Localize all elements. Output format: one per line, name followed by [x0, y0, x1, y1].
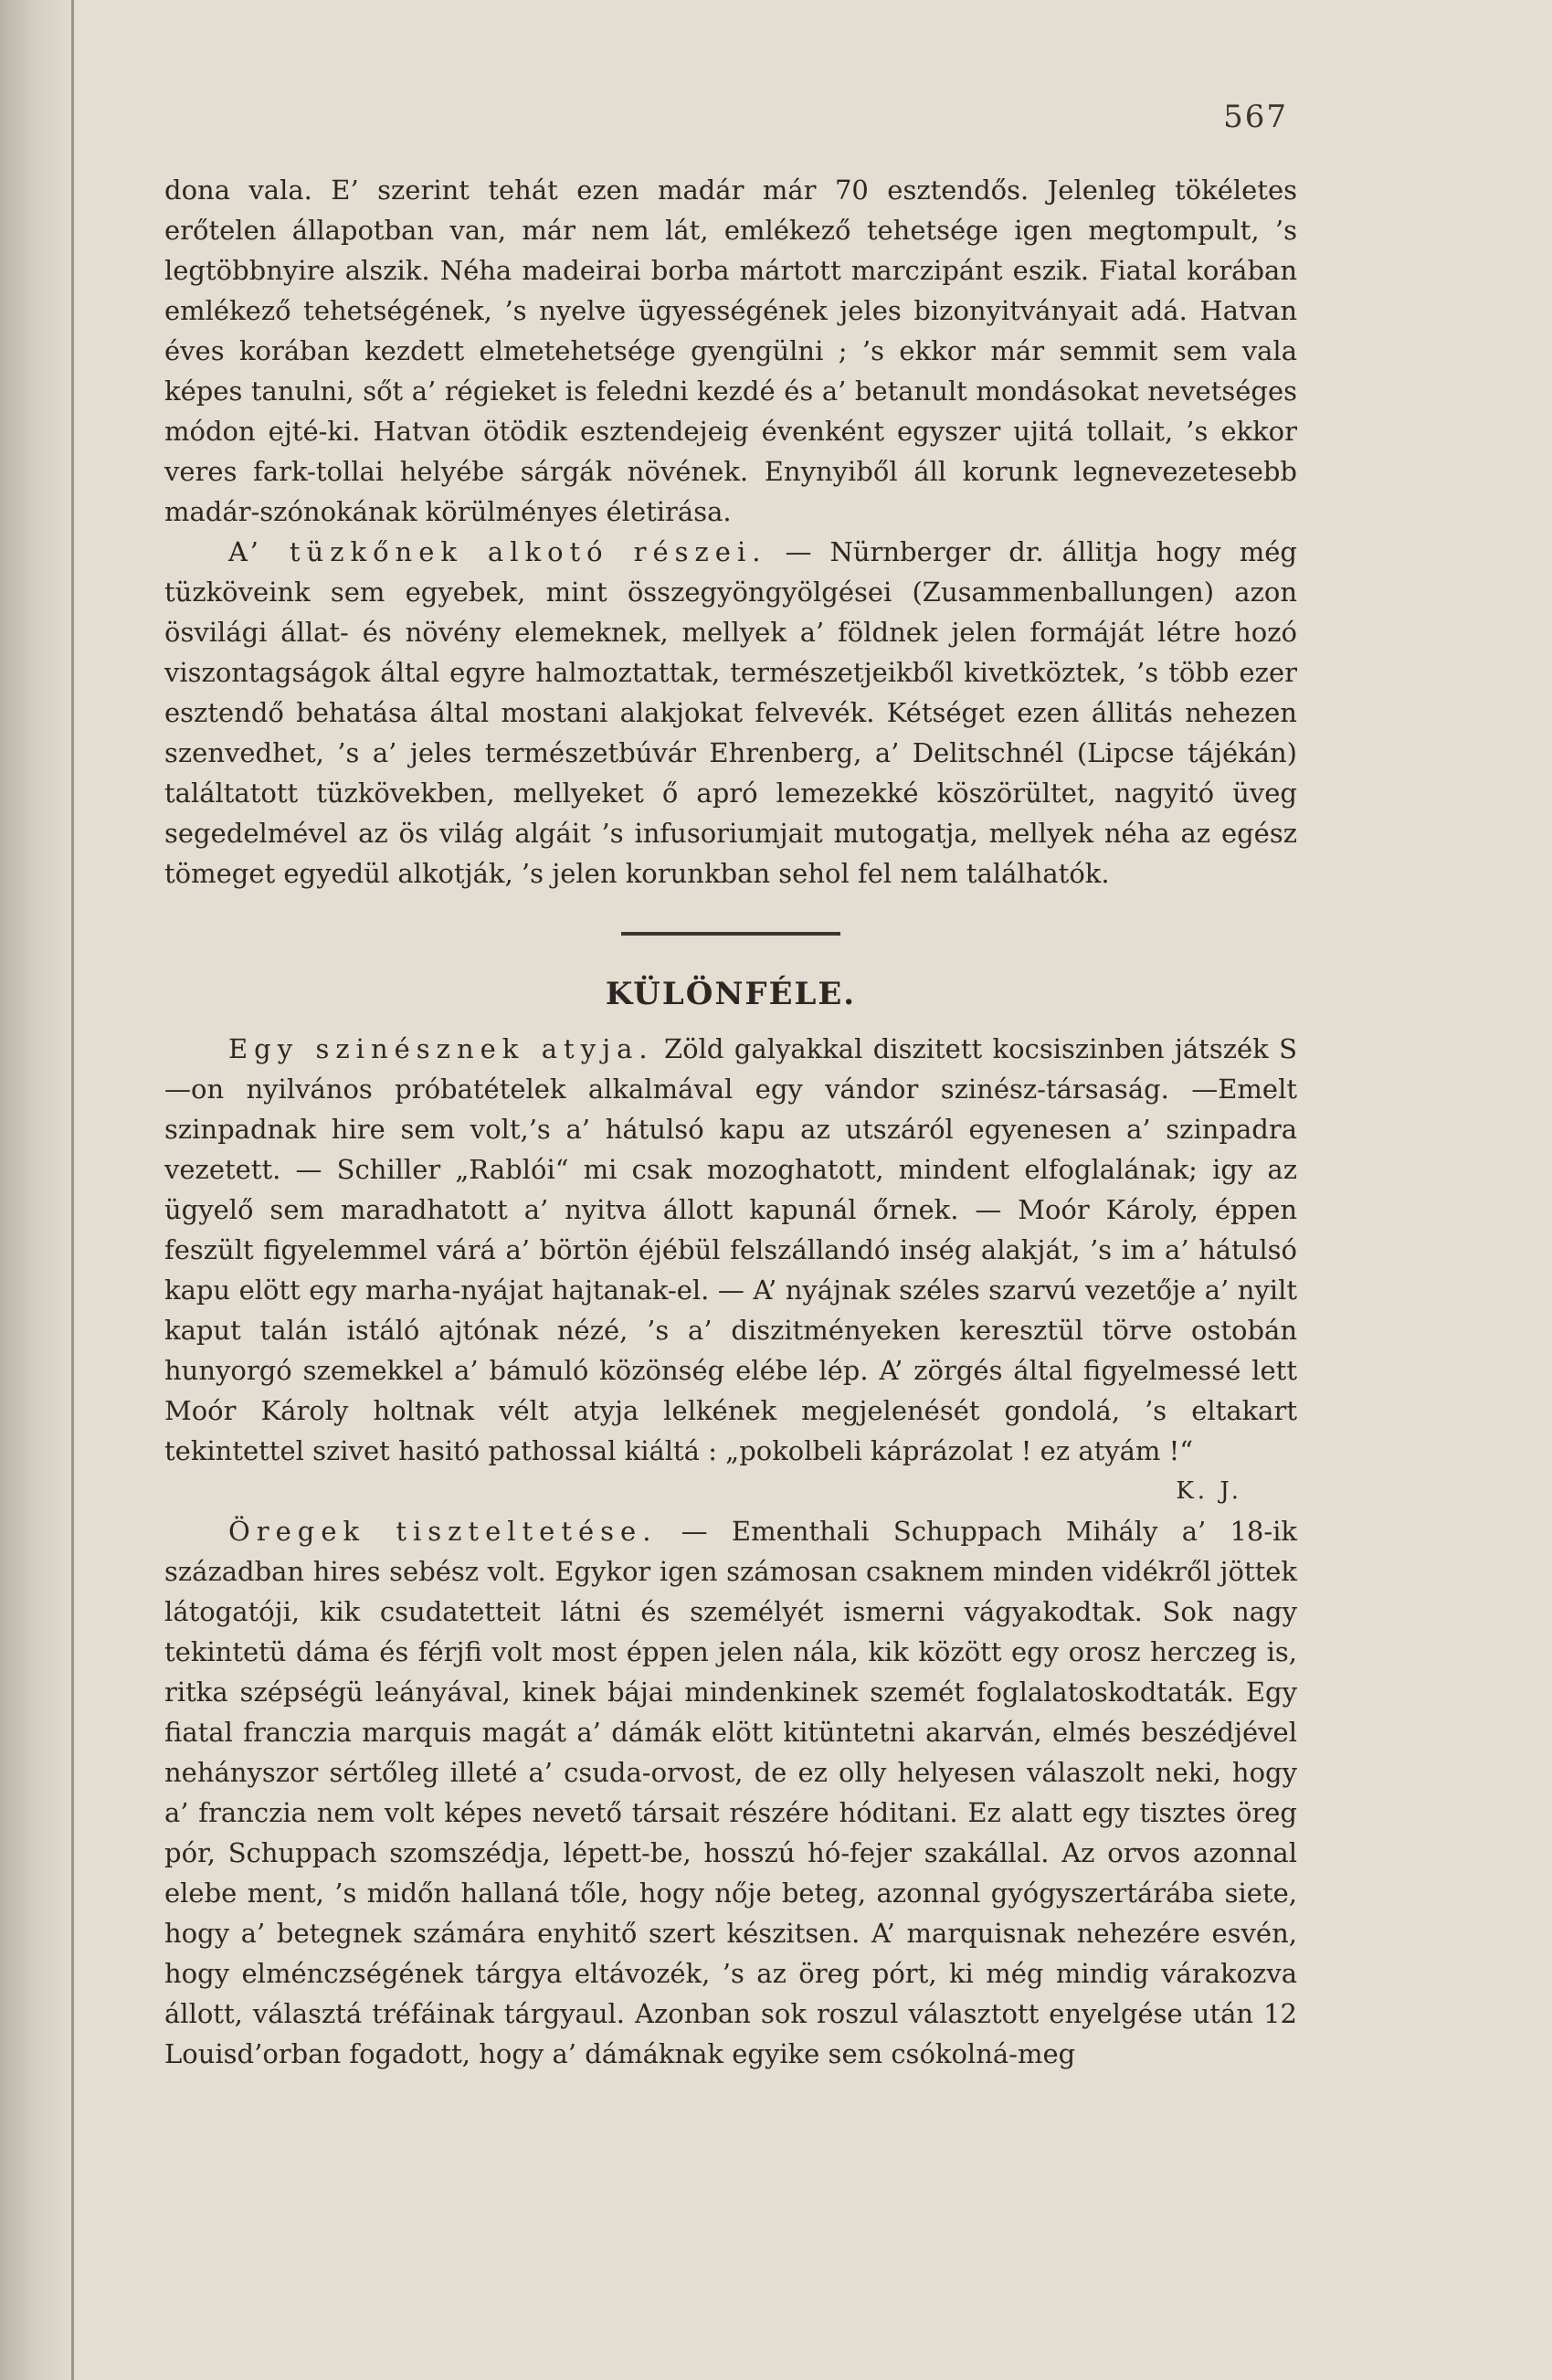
author-signature: K. J. — [1176, 1477, 1242, 1505]
book-gutter-shadow — [0, 0, 82, 2380]
paragraph-flint — [164, 532, 1297, 894]
page-text — [164, 170, 1297, 2074]
elders-heading: Öregek tiszteltetése. — [228, 1516, 658, 1547]
page-number: 567 — [1223, 99, 1288, 135]
flint-heading: A’ tüzkőnek alkotó részei. — [228, 536, 767, 567]
elders-text: — Ementhali Schuppach Mihály a’ 18-ik században hires sebész volt. Egykor igen számosan csaknem minden vidékről jöttek látogatóji, kik csudatetteit látni és személyét ismerni vágyakodtak. Sok nagy tekintetü dáma és férjfi volt most éppen jelen nála, kik között egy orosz herczeg is, ritka szépségü leányával, kinek bájai mindenkinek szemét foglalatoskodtaták. Egy fiatal franczia marquis magát a’ dámák elött kitüntetni akarván, elmés beszédjével nehányszor sértőleg illeté a’ csuda-orvost, de ez olly helyesen válaszolt neki, hogy a’ franczia nem volt képes nevető társait részére hóditani. Ez alatt egy tisztes öreg pór, Schuppach szomszédja, lépett-be, hosszú hó-fejer szakállal. Az orvos azonnal elebe ment, ’s midőn hallaná tőle, hogy nője beteg, azonnal gyógyszertárába siete, hogy a’ betegnek számára enyhitő szert készitsen. A’ marquisnak nehezére esvén, hogy elménczségének tárgya eltávozék, ’s az öreg pórt, ki még mindig várakozva állott, választá tréfáinak tárgyaul. Azonban sok roszul választott enyelgése után 12 Louisd’orban fogadott, hogy a’ dámáknak egyike sem csókolná-meg — [164, 1516, 1297, 2069]
book-page — [164, 0, 1297, 2380]
actor-heading: Egy szinésznek atyja. — [228, 1033, 654, 1064]
book-spine-line — [71, 0, 74, 2380]
actor-text: Zöld galyakkal diszitett kocsiszinben játszék S—on nyilvános próbatételek alkalmával egy vándor szinész-társaság. —Emelt szinpadnak hire sem volt,’s a’ hátulsó kapu az utszáról egyenesen a’ szinpadra vezetett. — Schiller „Rablói“ mi csak mozoghatott, mindent elfoglalának; igy az ügyelő sem maradhatott a’ nyitva állott kapunál őrnek. — Moór Károly, éppen feszült figyelemmel várá a’ börtön éjébül felszállandó inség alakját, ’s im a’ hátulsó kapu elött egy marha-nyájat hajtanak-el. — A’ nyájnak széles szarvú vezetője a’ nyilt kaput talán istáló ajtónak nézé, ’s a’ diszitményeken keresztül törve ostobán hunyorgó szemekkel a’ bámuló közönség elébe lép. A’ zörgés által figyelmessé lett Moór Károly holtnak vélt atyja lelkének megjelenését gondolá, ’s eltakart tekintettel szivet hasitó pathossal kiáltá : „pokolbeli káprázolat ! ez atyám !“ — [164, 1033, 1297, 1466]
section-divider — [621, 932, 840, 936]
paragraph-elders — [164, 1511, 1297, 2074]
paragraph-parrot: dona vala. E’ szerint tehát ezen madár már 70 esztendős. Jelenleg tökéletes erőtelen állapotban van, már nem lát, emlékező tehetsége igen megtompult, ’s legtöbbnyire alszik. Néha madeirai borba mártott marczipánt eszik. Fiatal korában emlékező tehetségének, ’s nyelve ügyességének jeles bizonyitványait adá. Hatvan éves korában kezdett elmetehetsége gyengülni ; ’s ekkor már semmit sem vala képes tanulni, sőt a’ régieket is feledni kezdé és a’ betanult mondásokat nevetséges módon ejté-ki. Hatvan ötödik esztendejeig évenként egyszer ujitá tollait, ’s ekkor veres fark-tollai helyébe sárgák növének. Enynyiből áll korunk legnevezetesebb madár-szónokának körülményes életirása. — [164, 175, 1297, 527]
section-title: KÜLÖNFÉLE. — [605, 976, 857, 1012]
flint-text: — Nürnberger dr. állitja hogy még tüzköveink sem egyebek, mint összegyöngyölgései (Zusammenballungen) azon ösvilági állat- és növény elemeknek, mellyek a’ földnek jelen formáját létre hozó viszontagságok által egyre halmoztattak, természetjeikből kivetköztek, ’s több ezer esztendő behatása által mostani alakjokat felvevék. Kétséget ezen állitás nehezen szenvedhet, ’s a’ jeles természetbúvár Ehrenberg, a’ Delitschnél (Lipcse tájékán) találtatott tüzkövekben, mellyeket ő apró lemezekké köszörültet, nagyitó üveg segedelmével az ös világ algáit ’s infusoriumjait mutogatja, mellyek néha az egész tömeget egyedül alkotják, ’s jelen korunkban sehol fel nem találhatók. — [164, 536, 1297, 889]
paragraph-actor — [164, 1029, 1297, 1505]
